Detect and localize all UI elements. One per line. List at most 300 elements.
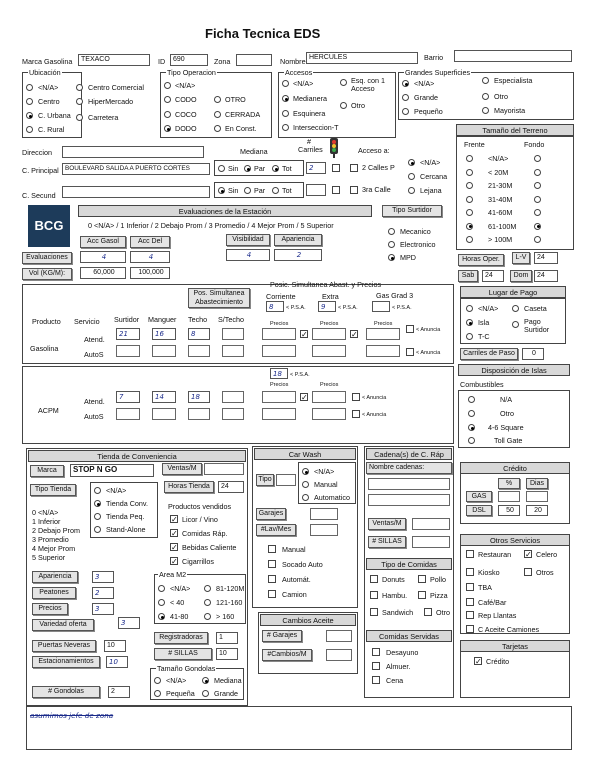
terreno-group — [456, 136, 574, 250]
c-secund-field[interactable] — [62, 186, 210, 198]
calle3-label: 3ra Calle — [362, 185, 391, 194]
gas-autos-surtidor[interactable] — [116, 345, 140, 357]
terreno-frente-radio[interactable] — [466, 223, 473, 230]
horas-oper-button[interactable]: Horas Oper. — [458, 254, 504, 266]
carwash-radio-manual[interactable] — [302, 481, 309, 488]
credito-dsl-button[interactable]: DSL — [466, 505, 492, 516]
lv-field[interactable]: 24 — [534, 252, 558, 264]
gas-autos-techo[interactable] — [188, 345, 210, 357]
registradoras-button[interactable]: Registradoras — [154, 632, 208, 644]
gas-anuncia-autos-check[interactable] — [406, 348, 414, 356]
islas-radio-tollgate[interactable] — [468, 437, 475, 444]
ubicacion-radio-centro[interactable] — [26, 98, 33, 105]
acc-gasol-button[interactable]: Acc Gasol — [80, 236, 126, 248]
acpm-autos-techo[interactable] — [188, 408, 210, 420]
lv-button[interactable]: L-V — [512, 252, 530, 264]
prod-comidas-label: Comidas Ráp. — [182, 529, 228, 538]
tienda-sillas-button[interactable]: # SILLAS — [154, 648, 212, 660]
credito-gas-button[interactable]: GAS — [466, 491, 492, 502]
acpm-psa-label: < P.S.A. — [290, 372, 310, 378]
estacionamientos-field[interactable]: 10 — [106, 656, 128, 668]
area-radio-81-120[interactable] — [204, 585, 211, 592]
serv-aceite-label: C Aceite Camiones — [478, 625, 540, 634]
acpm-atend-stecho[interactable] — [222, 391, 244, 403]
tienda-scale-item: 1 Inferior — [32, 517, 61, 526]
area-label-40: < 40 — [170, 598, 185, 607]
ubicacion-radio-urbana[interactable] — [26, 112, 33, 119]
gs-label-otro: Otro — [494, 92, 508, 101]
comida-pizza-label: Pizza — [430, 591, 448, 600]
cambios-header: Cambios Aceite — [260, 614, 356, 626]
tarjeta-credito-label: Crédito — [486, 657, 510, 666]
apariencia-tienda-button[interactable]: Apariencia — [32, 571, 78, 583]
dom-button[interactable]: Dom — [510, 270, 532, 282]
accesos-radio-medianera[interactable] — [282, 95, 289, 102]
gondolas-radio-pequena[interactable] — [154, 690, 161, 697]
acc-del-button[interactable]: Acc Del — [130, 236, 170, 248]
gas-precio-atend-1[interactable] — [262, 328, 296, 340]
accesos-radio-interseccion[interactable] — [282, 124, 289, 131]
tarjeta-credito-check[interactable]: ✓ — [475, 657, 482, 666]
pos-simultanea-button[interactable]: Pos. Simultanea Abastecimiento — [188, 288, 250, 308]
precios-tienda-button[interactable]: Precios — [32, 603, 68, 615]
id-field[interactable]: 690 — [170, 54, 208, 66]
tienda-radio-stand[interactable] — [94, 526, 101, 533]
acpm-autos-stecho[interactable] — [222, 408, 244, 420]
terreno-frente-radio[interactable] — [466, 196, 473, 203]
acceso-radio-na[interactable] — [408, 159, 415, 166]
vol-gasol-field[interactable]: 60,000 — [80, 267, 126, 279]
terreno-frente-radio[interactable] — [466, 169, 473, 176]
cambios-garajes-button[interactable]: # Garajes — [262, 630, 302, 642]
variedad-field[interactable]: 3 — [118, 617, 140, 629]
pago-radio-surtidor[interactable] — [512, 321, 519, 328]
eval-visibilidad-field[interactable]: 4 — [226, 249, 270, 261]
servida-desayuno-check[interactable] — [372, 648, 380, 656]
tipo-op-radio-dodo[interactable] — [164, 125, 171, 132]
variedad-button[interactable]: Variedad oferta — [32, 619, 94, 631]
islas-label-square: 4-6 Square — [488, 423, 524, 432]
mediana-principal-tot-label: Tot — [282, 164, 292, 173]
tipo-op-radio-na[interactable] — [164, 82, 171, 89]
servida-almuer-check[interactable] — [372, 662, 380, 670]
eval-acc-del-field[interactable]: 4 — [130, 251, 170, 263]
psa-grad-label: < P.S.A. — [392, 305, 412, 311]
ubicacion-label-carretera: Carretera — [88, 113, 119, 122]
tipo-op-label-codo: CODO — [175, 95, 197, 104]
comida-pizza-check[interactable] — [418, 591, 426, 599]
acceso-label-cercana: Cercana — [420, 172, 448, 181]
acpm-atend-techo[interactable]: 18 — [188, 391, 210, 403]
cw-camion-check[interactable] — [268, 590, 276, 598]
acpm-psa-field[interactable]: 18 — [270, 368, 288, 379]
cadenas-name-1[interactable] — [368, 478, 450, 490]
accesos-radio-esquinera[interactable] — [282, 110, 289, 117]
surtidor-radio-mecanico[interactable] — [388, 228, 395, 235]
dom-field[interactable]: 24 — [534, 270, 558, 282]
serv-celero-label: Celero — [536, 550, 558, 559]
ventas-m-button[interactable]: Ventas/M — [162, 463, 202, 475]
ubicacion-label-urbana: C. Urbana — [38, 111, 71, 120]
peatones-field[interactable]: 2 — [92, 587, 114, 599]
zona-field[interactable] — [236, 54, 272, 66]
acceso-radio-cercana[interactable] — [408, 173, 415, 180]
servicio-label: Servicio — [74, 317, 100, 326]
acpm-precio-atend-1[interactable] — [262, 391, 296, 403]
horas-tienda-field[interactable]: 24 — [218, 481, 244, 493]
estacionamientos-button[interactable]: Estacionamientos — [32, 656, 100, 668]
pago-radio-na[interactable] — [466, 305, 473, 312]
manguer-label: Manguer — [148, 315, 177, 324]
terreno-fondo-radio[interactable] — [534, 182, 541, 189]
calle3-check-a[interactable] — [332, 186, 340, 194]
acpm-precio-autos-2[interactable] — [312, 408, 346, 420]
acpm-precios-1-label: Precios — [270, 382, 289, 388]
gs-radio-mayorista[interactable] — [482, 107, 489, 114]
accesos-label-interseccion: Interseccion-T — [293, 123, 339, 132]
acpm-precio-autos-1[interactable] — [262, 408, 296, 420]
acceso-label-lejana: Lejana — [420, 186, 442, 195]
area-radio-na[interactable] — [158, 585, 165, 592]
cambios-garajes-field[interactable] — [326, 630, 352, 642]
eval-apariencia-field[interactable]: 2 — [274, 249, 322, 261]
eval-acc-gasol-field[interactable]: 4 — [80, 251, 126, 263]
registradoras-field[interactable]: 1 — [216, 632, 238, 644]
evaluaciones-scale: 0 <N/A> / 1 Inferior / 2 Debajo Prom / 3 Promedio / 4 Mejor Prom / 5 Superior — [88, 221, 334, 230]
area-radio-40[interactable] — [158, 599, 165, 606]
gondolas-label-na: <N/A> — [166, 676, 187, 685]
gas-anuncia-atend-check[interactable] — [406, 325, 414, 333]
puertas-neveras-button[interactable]: Puertas Neveras — [32, 640, 96, 652]
surtidor-radio-mpd[interactable] — [388, 254, 395, 261]
carriles-paso-field[interactable]: 0 — [522, 348, 544, 360]
prod-bebidas-check[interactable]: ✓ — [171, 543, 178, 552]
carriles-principal-field[interactable]: 2 — [306, 162, 326, 174]
prod-cigarrillos-check[interactable]: ✓ — [171, 557, 178, 566]
tipo-op-radio-codo[interactable] — [164, 96, 171, 103]
carwash-tipo-field[interactable] — [276, 474, 296, 486]
terreno-frente-radio[interactable] — [466, 155, 473, 162]
tienda-scale-item: 2 Debajo Prom — [32, 526, 80, 535]
cw-automat-check[interactable] — [268, 575, 276, 583]
surtidor-col-label: Surtidor — [114, 315, 140, 324]
cw-socado-label: Socado Auto — [282, 560, 323, 569]
islas-radio-na[interactable] — [468, 396, 475, 403]
carwash-tipo-button[interactable]: Tipo — [256, 474, 274, 486]
corriente-label: Corriente — [266, 292, 296, 301]
gas-precio-atend-3[interactable] — [366, 328, 400, 340]
serv-celero-check[interactable]: ✓ — [525, 550, 532, 559]
gas-precio-atend-2[interactable] — [312, 328, 346, 340]
tipo-tienda-button[interactable]: Tipo Tienda — [30, 484, 76, 496]
calle3-check-b[interactable] — [350, 186, 358, 194]
comida-donuts-check[interactable] — [370, 575, 378, 583]
area-m2-label: Area M2 — [159, 570, 187, 579]
cambios-m-button[interactable]: #Cambios/M — [262, 649, 312, 661]
gas-anuncia-atend-label: < Anuncia — [416, 327, 441, 333]
calles-p-check-b[interactable] — [350, 164, 358, 172]
gas-precio-atend-1-check[interactable]: ✓ — [301, 330, 308, 339]
precios-col2-label: Precios — [320, 321, 339, 327]
tienda-radio-conv[interactable] — [94, 500, 101, 507]
mediana-principal-tot-radio[interactable] — [272, 165, 279, 172]
nombre-field[interactable]: HERCULES — [306, 52, 418, 64]
cadenas-ventas-field[interactable] — [412, 518, 450, 530]
serv-restauran-check[interactable] — [466, 550, 474, 558]
puertas-neveras-field[interactable]: 10 — [104, 640, 126, 652]
terreno-option-label: 21-30M — [488, 181, 513, 190]
tipo-op-radio-coco[interactable] — [164, 111, 171, 118]
surtidor-radio-electronico[interactable] — [388, 241, 395, 248]
pago-radio-isla[interactable] — [466, 319, 473, 326]
tipo-comidas-header: Tipo de Comidas — [366, 558, 452, 570]
cambios-m-field[interactable] — [326, 649, 352, 661]
ventas-m-field[interactable] — [204, 463, 244, 475]
islas-radio-square[interactable] — [468, 424, 475, 431]
credito-dsl-dias[interactable]: 20 — [526, 505, 548, 516]
gas-autos-manguer[interactable] — [152, 345, 176, 357]
prod-licor-check[interactable]: ✓ — [171, 515, 178, 524]
lav-mes-button[interactable]: #Lav/Mes — [256, 524, 296, 536]
acpm-precio-atend-2[interactable] — [312, 391, 346, 403]
credito-header: Crédito — [460, 462, 570, 474]
terreno-fondo-radio[interactable] — [534, 196, 541, 203]
tipo-surtidor-button[interactable]: Tipo Surtidor — [382, 205, 442, 217]
credito-pct-button[interactable]: % — [498, 478, 520, 489]
barrio-field[interactable] — [454, 50, 572, 62]
comida-sandwich-check[interactable] — [370, 608, 378, 616]
pago-radio-caseta[interactable] — [512, 305, 519, 312]
mediana-principal-par-radio[interactable] — [244, 165, 251, 172]
producto-label: Producto — [32, 317, 61, 326]
tipo-op-radio-otro[interactable] — [214, 96, 221, 103]
ubicacion-radio-na[interactable] — [26, 84, 33, 91]
ubicacion-radio-rural[interactable] — [26, 126, 33, 133]
ubicacion-radio-hiper[interactable] — [76, 98, 83, 105]
gs-label-pequeno: Pequeño — [414, 107, 443, 116]
area-label-121-160: 121-160 — [216, 598, 243, 607]
s-techo-label: S/Techo — [218, 315, 244, 324]
carriles-paso-button[interactable]: Carriles de Paso — [460, 348, 518, 360]
terreno-fondo-label: Fondo — [524, 140, 545, 149]
terreno-fondo-radio[interactable] — [534, 223, 541, 230]
area-radio-41-80[interactable] — [158, 613, 165, 620]
serv-aceite-check[interactable] — [466, 625, 474, 633]
cadenas-sillas-field[interactable] — [412, 536, 450, 548]
cadenas-sillas-button[interactable]: # SILLAS — [368, 536, 406, 548]
terreno-option-label: <N/A> — [488, 154, 509, 163]
ubicacion-radio-carretera[interactable] — [76, 114, 83, 121]
gs-radio-pequeno[interactable] — [402, 108, 409, 115]
c-principal-label: C. Principal — [22, 166, 59, 175]
ubicacion-label-na: <N/A> — [38, 83, 59, 92]
acpm-anuncia-atend-check[interactable] — [352, 393, 360, 401]
serv-llantas-label: Rep Llantas — [478, 611, 517, 620]
comida-donuts-label: Donuts — [382, 575, 405, 584]
ubicacion-radio-cc[interactable] — [76, 84, 83, 91]
terreno-frente-radio[interactable] — [466, 209, 473, 216]
gondolas-radio-mediana[interactable] — [202, 677, 209, 684]
mediana-secund-par-radio[interactable] — [244, 187, 251, 194]
carwash-radio-na[interactable] — [302, 468, 309, 475]
direccion-field[interactable] — [62, 146, 204, 158]
gs-radio-na[interactable] — [402, 80, 409, 87]
area-label-41-80: 41-80 — [170, 612, 189, 621]
gas-autos-label: AutoS — [84, 350, 104, 359]
sab-field[interactable]: 24 — [482, 270, 504, 282]
serv-tba-label: TBA — [478, 583, 492, 592]
tienda-label-na: <N/A> — [106, 486, 127, 495]
islas-radio-otro[interactable] — [468, 410, 475, 417]
pago-radio-tc[interactable] — [466, 333, 473, 340]
tipo-op-radio-cerrada[interactable] — [214, 111, 221, 118]
serv-tba-check[interactable] — [466, 583, 474, 591]
acpm-autos-surtidor[interactable] — [116, 408, 140, 420]
area-radio-121-160[interactable] — [204, 599, 211, 606]
acceso-radio-lejana[interactable] — [408, 187, 415, 194]
gas-autos-stecho[interactable] — [222, 345, 244, 357]
credito-gas-dias[interactable] — [526, 491, 548, 502]
terreno-frente-radio[interactable] — [466, 236, 473, 243]
tienda-marca-field[interactable]: STOP N GO — [70, 464, 154, 477]
tienda-sillas-field[interactable]: 10 — [216, 648, 238, 660]
credito-gas-pct[interactable] — [498, 491, 520, 502]
traffic-light-icon — [328, 138, 340, 158]
cadenas-ventas-button[interactable]: Ventas/M — [368, 518, 406, 530]
precios-tienda-field[interactable]: 3 — [92, 603, 114, 615]
visibilidad-button[interactable]: Visibilidad — [226, 234, 270, 246]
comidas-servidas-header: Comidas Servidas — [366, 630, 452, 642]
prod-comidas-check[interactable]: ✓ — [171, 529, 178, 538]
acpm-autos-manguer[interactable] — [152, 408, 176, 420]
surtidor-label-mecanico: Mecanico — [400, 227, 431, 236]
tienda-label-conv: Tienda Conv. — [106, 499, 148, 508]
gasolina-label: Gasolina — [30, 344, 59, 353]
cadenas-name-2[interactable] — [368, 494, 450, 506]
gas-atend-manguer[interactable]: 16 — [152, 328, 176, 340]
psa-corriente-label: < P.S.A. — [286, 305, 306, 311]
combustibles-label: Combustibles — [460, 380, 504, 389]
cw-camion-label: Camion — [282, 590, 307, 599]
mediana-principal-sin-radio[interactable] — [218, 165, 225, 172]
mediana-secund-sin-radio[interactable] — [218, 187, 225, 194]
accesos-radio-na[interactable] — [282, 80, 289, 87]
carwash-radio-auto[interactable] — [302, 494, 309, 501]
gas-precio-atend-2-check[interactable]: ✓ — [351, 330, 358, 339]
comida-pollo-check[interactable] — [418, 575, 426, 583]
psa-extra-field[interactable]: 9 — [318, 301, 336, 312]
vol-del-field[interactable]: 100,000 — [130, 267, 170, 279]
comida-otro-check[interactable] — [424, 608, 432, 616]
gas-atend-surtidor[interactable]: 21 — [116, 328, 140, 340]
acpm-atend-surtidor[interactable]: 7 — [116, 391, 140, 403]
num-gondolas-button[interactable]: # Gondolas — [32, 686, 100, 698]
psa-corriente-field[interactable]: 8 — [266, 301, 284, 312]
gs-radio-especialista[interactable] — [482, 77, 489, 84]
serv-llantas-check[interactable] — [466, 611, 474, 619]
terreno-option-label: 31-40M — [488, 194, 513, 204]
serv-kiosko-check[interactable] — [466, 568, 474, 576]
gs-label-mayorista: Mayorista — [494, 106, 526, 115]
tienda-header: Tienda de Conveniencia — [28, 450, 246, 462]
carwash-garajes-button[interactable]: Garajes — [256, 508, 286, 520]
bcg-logo: BCG — [28, 205, 70, 247]
area-radio-160[interactable] — [204, 613, 211, 620]
gs-label-grande: Grande — [414, 93, 438, 102]
credito-dias-button[interactable]: Dias — [526, 478, 548, 489]
evaluaciones-row-button[interactable]: Evaluaciones — [22, 252, 72, 264]
acpm-atend-manguer[interactable]: 14 — [152, 391, 176, 403]
terreno-fondo-radio[interactable] — [534, 236, 541, 243]
gs-radio-otro[interactable] — [482, 93, 489, 100]
acpm-precio-atend-check[interactable]: ✓ — [301, 393, 308, 402]
c-principal-field[interactable]: BOULEVARD SALIDA A PUERTO CORTES — [62, 163, 210, 175]
vol-kgm-button[interactable]: Vol (KG/M): — [22, 268, 72, 280]
apariencia-button[interactable]: Apariencia — [274, 234, 322, 246]
gas-precio-autos-1[interactable] — [262, 345, 296, 357]
peatones-button[interactable]: Peatones — [32, 587, 76, 599]
gs-radio-grande[interactable] — [402, 94, 409, 101]
acpm-anuncia-autos-check[interactable] — [352, 410, 360, 418]
accesos-label-esq1: Esq. con 1 Acceso — [351, 76, 385, 93]
mediana-secund-tot-radio[interactable] — [272, 187, 279, 194]
gondolas-radio-grande[interactable] — [202, 690, 209, 697]
accesos-radio-otro[interactable] — [340, 102, 347, 109]
tienda-radio-na[interactable] — [94, 487, 101, 494]
cw-socado-check[interactable] — [268, 560, 276, 568]
carriles-secund-field[interactable] — [306, 184, 326, 196]
accesos-radio-esq1[interactable] — [340, 79, 347, 86]
gas-atend-stecho[interactable] — [222, 328, 244, 340]
servida-cena-check[interactable] — [372, 676, 380, 684]
terreno-frente-radio[interactable] — [466, 182, 473, 189]
carwash-header: Car Wash — [254, 448, 356, 460]
surtidor-label-electronico: Electronico — [400, 240, 436, 249]
terreno-fondo-radio[interactable] — [534, 155, 541, 162]
tipo-op-radio-enconst[interactable] — [214, 125, 221, 132]
calles-p-check-a[interactable] — [332, 164, 340, 172]
horas-tienda-button[interactable]: Horas Tienda — [164, 481, 214, 493]
tienda-radio-peq[interactable] — [94, 513, 101, 520]
num-gondolas-field[interactable]: 2 — [108, 686, 130, 698]
pago-label-tc: T-C — [478, 332, 490, 341]
terreno-fondo-radio[interactable] — [534, 209, 541, 216]
cw-manual-check[interactable] — [268, 545, 276, 553]
terreno-fondo-radio[interactable] — [534, 169, 541, 176]
apariencia-tienda-field[interactable]: 3 — [92, 571, 114, 583]
gondolas-radio-na[interactable] — [154, 677, 161, 684]
credito-dsl-pct[interactable]: 50 — [498, 505, 520, 516]
tienda-marca-button[interactable]: Marca — [30, 465, 64, 477]
psa-grad-field[interactable] — [372, 301, 390, 312]
lav-mes-field[interactable] — [310, 524, 338, 536]
gas-precio-autos-3[interactable] — [366, 345, 400, 357]
serv-cafe-check[interactable] — [466, 598, 474, 606]
ubicacion-label-rural: C. Rural — [38, 125, 65, 134]
gondolas-label-mediana: Mediana — [214, 676, 242, 685]
carwash-garajes-field[interactable] — [310, 508, 338, 520]
sab-button[interactable]: Sab — [458, 270, 478, 282]
tipo-operacion-title: Tipo Operacion — [167, 68, 216, 77]
nombre-cadenas-button[interactable]: Nombre cadenas: — [366, 462, 452, 474]
comida-hambu-check[interactable] — [370, 591, 378, 599]
servida-desayuno-label: Desayuno — [386, 648, 419, 657]
tienda-scale-item: 4 Mejor Prom — [32, 544, 76, 553]
gas-precio-autos-2[interactable] — [312, 345, 346, 357]
marca-gasolina-field[interactable]: TEXACO — [78, 54, 150, 66]
serv-otros-check[interactable] — [524, 568, 532, 576]
gas-atend-techo[interactable]: 8 — [188, 328, 210, 340]
